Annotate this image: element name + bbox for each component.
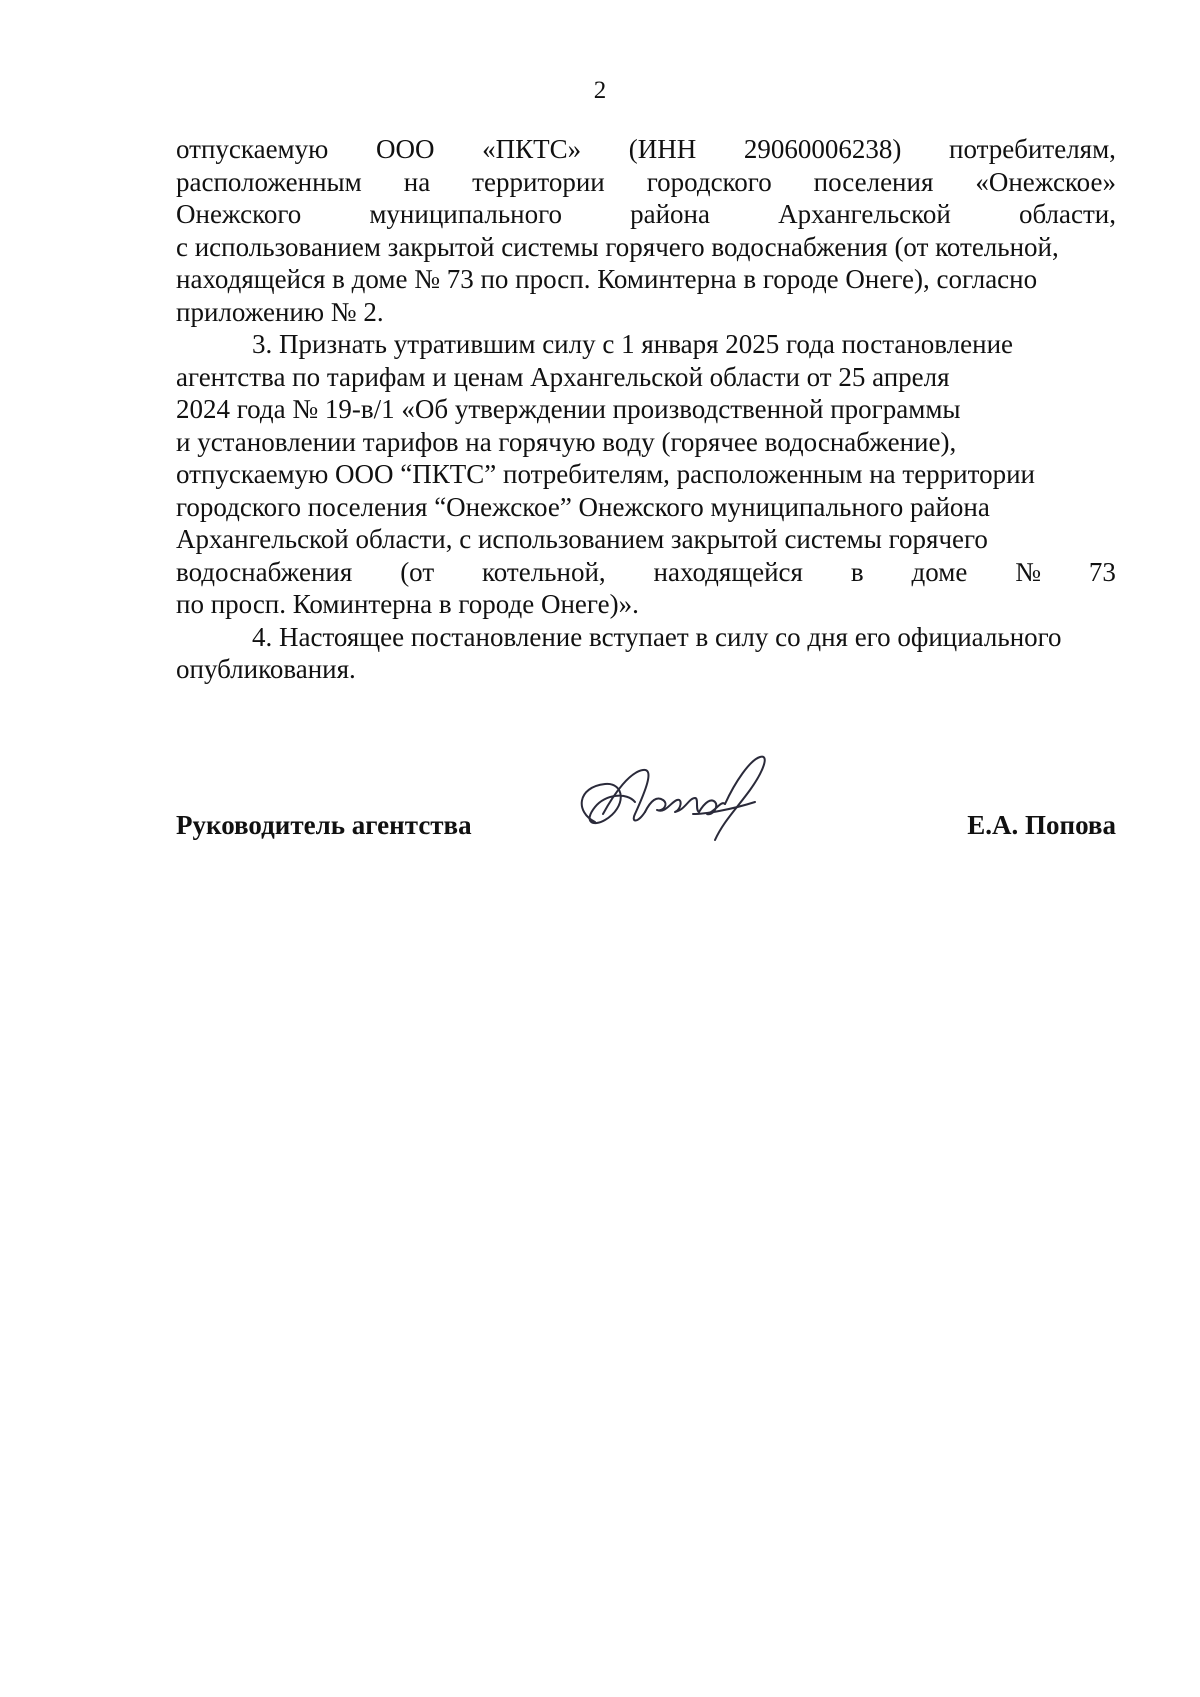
paragraph-line: находящейся в доме № 73 по просп. Коминтерна в городе Онеге), согласно bbox=[176, 264, 1038, 294]
document-body bbox=[176, 133, 1116, 686]
paragraph-line: с использованием закрытой системы горячего водоснабжения (от котельной, bbox=[176, 231, 1059, 262]
word: в bbox=[850, 556, 864, 587]
word: городского bbox=[646, 166, 772, 197]
word: Онежского bbox=[176, 199, 302, 229]
word: водоснабжения bbox=[176, 556, 353, 587]
signatory-name: Е.А. Попова bbox=[967, 810, 1116, 840]
paragraph-line: приложению № 2. bbox=[176, 296, 384, 327]
paragraph-3-line: 2024 года № 19-в/1 «Об утверждении производственной программы bbox=[176, 394, 961, 424]
word: 73 bbox=[1088, 556, 1116, 587]
paragraph-3-line: городского поселения “Онежское” Онежского муниципального района bbox=[176, 491, 990, 522]
signatory-title: Руководитель агентства bbox=[176, 810, 472, 840]
paragraph-3-line: по просп. Коминтерна в городе Онеге)». bbox=[176, 589, 639, 619]
paragraph-line bbox=[176, 198, 1116, 231]
word: отпускаемую bbox=[176, 134, 329, 164]
word: «ПКТС» bbox=[482, 134, 582, 164]
word: района bbox=[630, 199, 710, 229]
word: Архангельской bbox=[778, 199, 951, 229]
paragraph-4-line: опубликования. bbox=[176, 654, 356, 684]
word: муниципального bbox=[369, 199, 563, 229]
paragraph-3-line: 3. Признать утратившим силу с 1 января 2025 года постановление bbox=[252, 329, 1013, 359]
word: расположенным bbox=[176, 166, 362, 197]
paragraph-3-line: агентства по тарифам и ценам Архангельской области от 25 апреля bbox=[176, 361, 950, 392]
word: № bbox=[1015, 556, 1041, 587]
word: «Онежское» bbox=[975, 166, 1116, 197]
word: (от bbox=[400, 556, 435, 587]
paragraph-4-line: 4. Настоящее постановление вступает в силу со дня его официального bbox=[252, 621, 1062, 652]
word: котельной, bbox=[482, 556, 606, 587]
paragraph-line bbox=[176, 166, 1116, 199]
word: находящейся bbox=[653, 556, 803, 587]
word: доме bbox=[911, 556, 968, 587]
word: на bbox=[403, 166, 431, 197]
word: (ИНН bbox=[628, 134, 697, 164]
paragraph-3-line bbox=[176, 556, 1116, 589]
paragraph-line bbox=[176, 133, 1116, 166]
paragraph-3-line: Архангельской области, с использованием закрытой системы горячего bbox=[176, 524, 988, 554]
word: ООО bbox=[375, 134, 435, 164]
paragraph-3-line: отпускаемую ООО “ПКТС” потребителям, расположенным на территории bbox=[176, 459, 1035, 489]
word: потребителям, bbox=[949, 134, 1116, 164]
word: 29060006238) bbox=[743, 134, 902, 164]
word: поселения bbox=[813, 166, 934, 197]
word: области, bbox=[1018, 199, 1116, 229]
word: территории bbox=[472, 166, 605, 197]
signature-block bbox=[176, 810, 1116, 860]
paragraph-3-line: и установлении тарифов на горячую воду (горячее водоснабжение), bbox=[176, 426, 957, 457]
page-number: 2 bbox=[593, 77, 607, 104]
